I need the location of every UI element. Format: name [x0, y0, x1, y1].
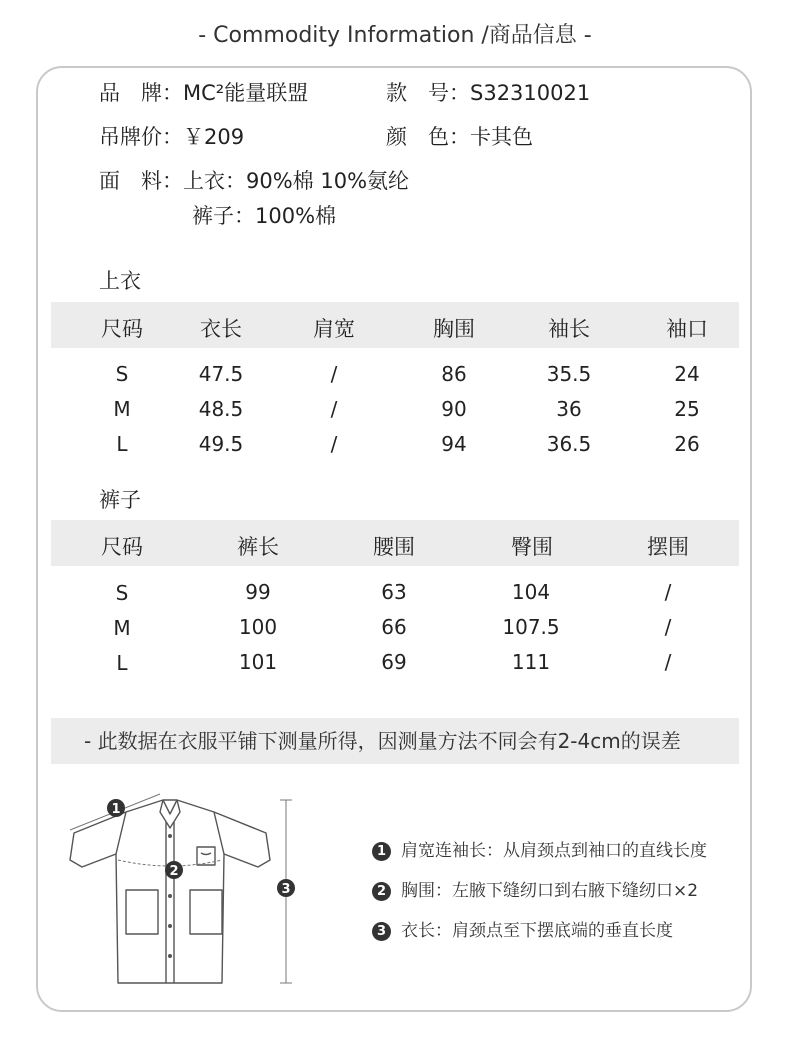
table-cell: / [330, 432, 338, 456]
table-cell: 99 [245, 580, 271, 604]
table-cell: / [664, 615, 672, 639]
table-cell: / [330, 397, 338, 421]
table-cell: 47.5 [198, 362, 244, 386]
color-label: 颜 色： [386, 125, 470, 149]
table-cell: 107.5 [502, 615, 560, 639]
pants-header-cell: 摆围 [647, 535, 689, 559]
marker-1: 1 [111, 802, 121, 817]
table-cell: M [113, 397, 131, 421]
table-cell: 104 [511, 580, 551, 604]
chest-pocket [197, 847, 215, 865]
style-label: 款 号： [386, 81, 470, 105]
pants-header-cell: 裤长 [237, 535, 279, 559]
top-section-title: 上衣 [99, 269, 141, 293]
table-cell: 101 [238, 650, 278, 674]
table-cell: 111 [511, 650, 551, 674]
brand-value: MC²能量联盟 [183, 81, 309, 105]
table-cell: / [664, 580, 672, 604]
table-cell: 24 [674, 362, 700, 386]
pants-table-header [51, 520, 739, 566]
legend-item [372, 876, 698, 901]
table-cell: 49.5 [198, 432, 244, 456]
pants-header-cell: 尺码 [101, 535, 143, 559]
table-cell: S [115, 581, 129, 605]
top-header-cell: 胸围 [433, 317, 475, 341]
color-row [386, 121, 533, 151]
table-cell: 25 [674, 397, 700, 421]
table-cell: / [330, 362, 338, 386]
legend-number-badge: 1 [372, 842, 391, 861]
legend-number-badge: 3 [372, 922, 391, 941]
page-title: - Commodity Information /商品信息 - [198, 23, 592, 48]
top-header-cell: 袖长 [548, 317, 590, 341]
garment-diagram [60, 790, 310, 990]
style-value: S32310021 [470, 81, 591, 105]
pants-header-cell: 臀围 [511, 535, 553, 559]
table-cell: M [113, 616, 131, 640]
marker-3: 3 [281, 882, 291, 897]
left-pocket [126, 890, 158, 934]
legend-text: 肩宽连袖长：从肩颈点到袖口的直线长度 [401, 841, 707, 861]
style-row [386, 77, 590, 107]
top-header-cell: 衣长 [200, 317, 242, 341]
price-value: ￥209 [183, 125, 245, 149]
price-row [99, 121, 244, 151]
legend-number-badge: 2 [372, 882, 391, 901]
table-cell: 63 [381, 580, 407, 604]
top-table-header [51, 302, 739, 348]
table-cell: 36.5 [546, 432, 592, 456]
pants-header-cell: 腰围 [373, 535, 415, 559]
table-cell: 100 [238, 615, 278, 639]
fabric-row [99, 165, 409, 195]
table-cell: 36 [556, 397, 582, 421]
color-value: 卡其色 [470, 125, 533, 149]
brand-label: 品 牌： [99, 81, 183, 105]
right-pocket [190, 890, 222, 934]
price-label: 吊牌价： [99, 125, 183, 149]
legend-item [372, 836, 707, 861]
top-header-cell: 肩宽 [313, 317, 355, 341]
table-cell: 86 [441, 362, 467, 386]
table-cell: L [116, 432, 128, 456]
table-cell: 94 [441, 432, 467, 456]
table-cell: 26 [674, 432, 700, 456]
table-cell: 90 [441, 397, 467, 421]
table-cell: 48.5 [198, 397, 244, 421]
top-header-cell: 袖口 [666, 317, 708, 341]
fabric-label: 面 料： [99, 169, 183, 193]
pants-section-title: 裤子 [99, 488, 141, 512]
marker-2: 2 [169, 864, 179, 879]
fabric-pants: 裤子：100%棉 [192, 204, 337, 228]
legend-text: 衣长：肩颈点至下摆底端的垂直长度 [401, 921, 673, 941]
legend-text: 胸围：左腋下缝纫口到右腋下缝纫口×2 [401, 881, 699, 901]
legend-item [372, 916, 673, 941]
table-cell: L [116, 651, 128, 675]
table-cell: 69 [381, 650, 407, 674]
fabric-top: 上衣：90%棉 10%氨纶 [183, 169, 410, 193]
table-cell: 66 [381, 615, 407, 639]
brand-row [99, 77, 308, 107]
table-cell: 35.5 [546, 362, 592, 386]
top-header-cell: 尺码 [101, 317, 143, 341]
measurement-note: - 此数据在衣服平铺下测量所得，因测量方法不同会有2-4cm的误差 [51, 718, 739, 764]
table-cell: / [664, 650, 672, 674]
table-cell: S [115, 362, 129, 386]
